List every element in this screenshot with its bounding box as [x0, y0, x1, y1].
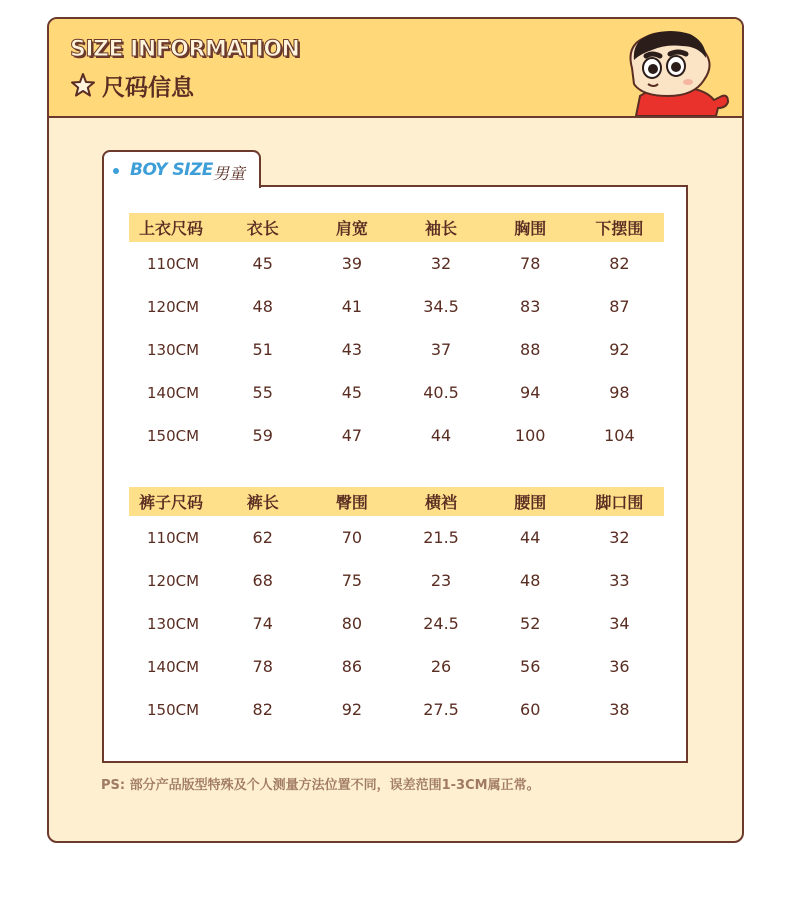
header-cell: 上衣尺码: [129, 213, 218, 242]
title-cn: 尺码信息: [102, 74, 194, 101]
header-cell: 下摆围: [575, 213, 664, 242]
value-cell: 39: [341, 254, 363, 273]
value-cell: 60: [520, 700, 541, 719]
value-cell: 98: [609, 383, 630, 402]
value-cell: 27.5: [423, 700, 459, 719]
header-cell: 衣长: [218, 213, 307, 242]
header-cell: 腰围: [486, 487, 575, 516]
title-en: SIZE INFORMATION: [70, 37, 300, 62]
size-cell: 130CM: [147, 340, 200, 359]
tab-panel-join: [104, 184, 255, 188]
tab-label-cn: 男童: [213, 164, 246, 183]
ps-note: PS: 部分产品版型特殊及个人测量方法位置不同，误差范围1-3CM属正常。: [101, 778, 540, 793]
value-cell: 100: [514, 426, 546, 445]
table-row: [129, 242, 664, 285]
size-table-panel: [102, 185, 688, 763]
tab-label-en: BOY SIZE: [130, 160, 213, 180]
value-cell: 92: [341, 700, 363, 719]
value-cell: 48: [252, 297, 273, 316]
value-cell: 40.5: [423, 383, 459, 402]
value-cell: 104: [604, 426, 635, 445]
header-cell: 裤子尺码: [129, 487, 218, 516]
value-cell: 87: [609, 297, 630, 316]
value-cell: 82: [609, 254, 630, 273]
table-header-row: [129, 213, 664, 242]
size-cell: 110CM: [147, 528, 200, 547]
title-cn-row: [70, 69, 194, 101]
header-cell: 横裆: [396, 487, 485, 516]
value-cell: 24.5: [423, 614, 459, 633]
size-cell: 120CM: [147, 297, 200, 316]
value-cell: 44: [520, 528, 541, 547]
header-cell: 胸围: [486, 213, 575, 242]
table-row: [129, 559, 664, 602]
value-cell: 94: [520, 383, 541, 402]
value-cell: 45: [252, 254, 273, 273]
table-row: [129, 285, 664, 328]
value-cell: 41: [341, 297, 363, 316]
value-cell: 55: [252, 383, 273, 402]
value-cell: 59: [252, 426, 273, 445]
value-cell: 34: [609, 614, 630, 633]
value-cell: 32: [609, 528, 630, 547]
table-header-row: [129, 487, 664, 516]
value-cell: 32: [430, 254, 452, 273]
table-row: [129, 602, 664, 645]
tab-bullet-icon: [113, 168, 119, 174]
header-cell: 臀围: [307, 487, 396, 516]
value-cell: 26: [430, 657, 452, 676]
boy-size-tab[interactable]: [102, 150, 261, 188]
table-row: [129, 516, 664, 559]
value-cell: 75: [341, 571, 363, 590]
bottom-size-table: [129, 487, 664, 731]
value-cell: 48: [520, 571, 541, 590]
card-header: [49, 19, 742, 118]
table-row: [129, 688, 664, 731]
size-cell: 140CM: [147, 383, 200, 402]
header-cell: 裤长: [218, 487, 307, 516]
table-row: [129, 371, 664, 414]
value-cell: 21.5: [423, 528, 459, 547]
size-cell: 120CM: [147, 571, 200, 590]
value-cell: 78: [252, 657, 273, 676]
value-cell: 86: [341, 657, 363, 676]
value-cell: 23: [430, 571, 452, 590]
top-size-table: [129, 213, 664, 457]
value-cell: 52: [520, 614, 541, 633]
value-cell: 43: [341, 340, 363, 359]
table-row: [129, 645, 664, 688]
header-cell: 脚口围: [575, 487, 664, 516]
header-cell: 袖长: [396, 213, 485, 242]
value-cell: 78: [520, 254, 541, 273]
size-cell: 150CM: [147, 700, 200, 719]
star-outline-icon: [70, 72, 96, 98]
value-cell: 80: [341, 614, 363, 633]
size-cell: 110CM: [147, 254, 200, 273]
header-cell: 肩宽: [307, 213, 396, 242]
value-cell: 92: [609, 340, 630, 359]
size-cell: 150CM: [147, 426, 200, 445]
value-cell: 74: [252, 614, 273, 633]
value-cell: 44: [430, 426, 452, 445]
value-cell: 51: [252, 340, 273, 359]
value-cell: 33: [609, 571, 630, 590]
value-cell: 45: [341, 383, 363, 402]
size-cell: 130CM: [147, 614, 200, 633]
value-cell: 70: [341, 528, 363, 547]
table-row: [129, 414, 664, 457]
value-cell: 82: [252, 700, 273, 719]
value-cell: 38: [609, 700, 630, 719]
table-row: [129, 328, 664, 371]
value-cell: 36: [609, 657, 630, 676]
value-cell: 68: [252, 571, 273, 590]
size-cell: 140CM: [147, 657, 200, 676]
value-cell: 37: [430, 340, 452, 359]
value-cell: 62: [252, 528, 273, 547]
value-cell: 83: [520, 297, 541, 316]
value-cell: 34.5: [423, 297, 459, 316]
value-cell: 56: [520, 657, 541, 676]
value-cell: 47: [341, 426, 363, 445]
cartoon-boy-mascot: [618, 26, 734, 116]
value-cell: 88: [520, 340, 541, 359]
